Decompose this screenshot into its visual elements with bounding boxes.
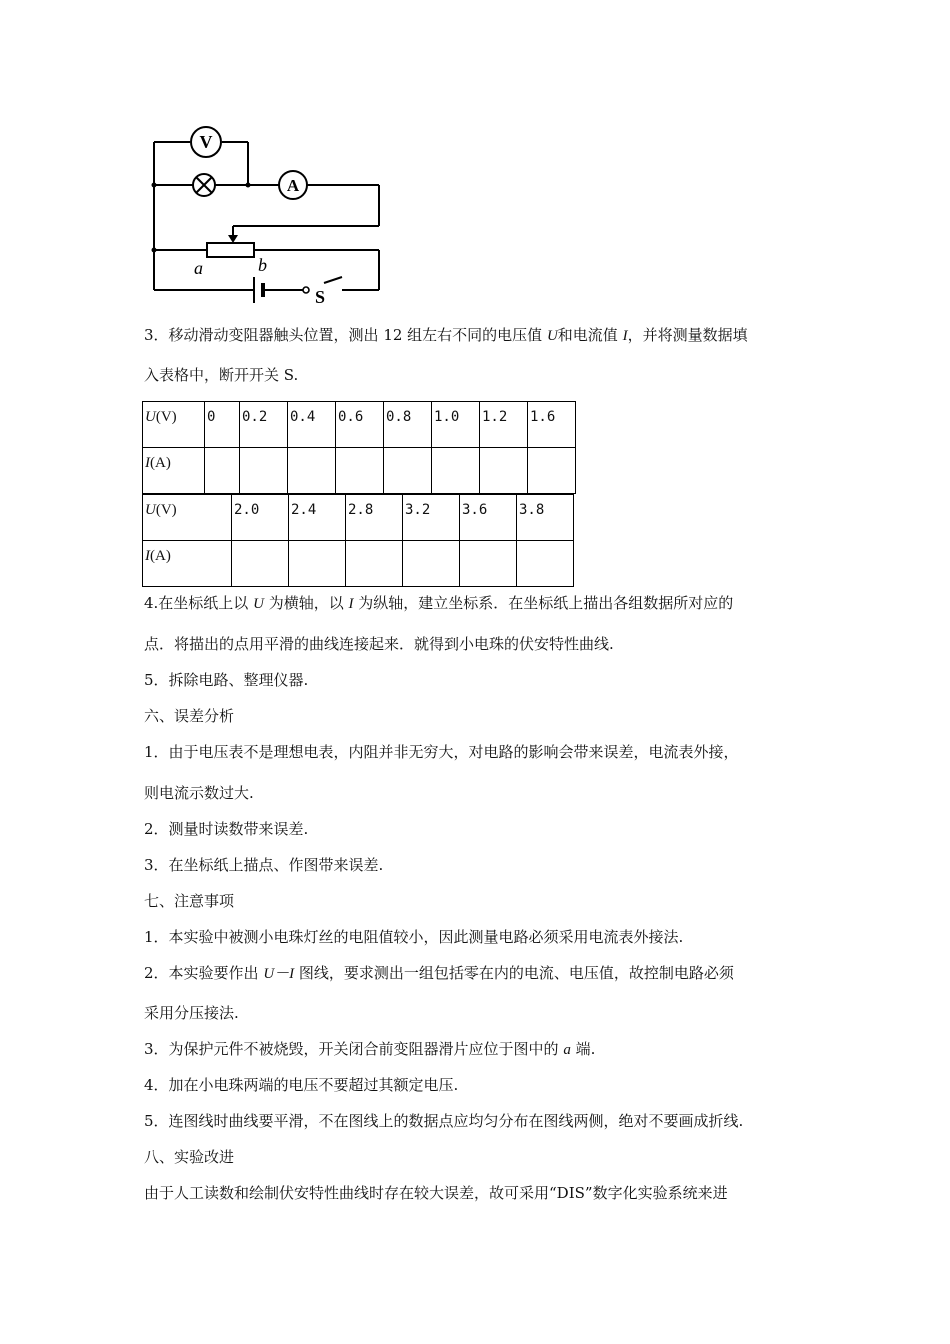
section6-item1-line2: 则电流示数过大. [144,784,254,802]
table-cell [460,541,517,587]
section7-heading: 七、注意事项 [144,892,235,910]
table-cell: 3.6 [460,495,517,541]
rheostat-end-b-label: b [258,255,267,275]
table-cell [480,448,528,494]
voltmeter-label: V [199,132,213,152]
table-cell: 3.2 [403,495,460,541]
data-table-2 [142,494,574,587]
table-row [143,495,574,541]
table-row [143,402,576,448]
section7-item2-line1: 2．本实验要作出 U－I 图线，要求测出一组包括零在内的电流、电压值，故控制电路必须 [144,964,734,982]
junction-dot [152,183,157,188]
table2-u-label: U(V) [143,495,232,541]
table-cell: 0.2 [240,402,288,448]
table-cell: 2.8 [346,495,403,541]
section8-heading: 八、实验改进 [144,1148,235,1166]
table-cell [205,448,240,494]
ammeter-label: A [286,176,300,195]
section6-item1-line1: 1．由于电压表不是理想电表，内阻并非无穷大，对电路的影响会带来误差，电流表外接， [144,743,739,761]
table-cell: 0.4 [288,402,336,448]
step5: 5．拆除电路、整理仪器. [144,671,309,689]
table-cell [232,541,289,587]
circuit-diagram [150,125,390,310]
table-cell: 3.8 [517,495,574,541]
section6-item3: 3．在坐标纸上描点、作图带来误差. [144,856,384,874]
table-cell: 1.0 [432,402,480,448]
table1-i-label: I(A) [143,448,205,494]
section7-item3: 3．为保护元件不被烧毁，开关闭合前变阻器滑片应位于图中的 a 端. [144,1040,596,1058]
table-cell [240,448,288,494]
table2-i-label: I(A) [143,541,232,587]
junction-dot [246,183,251,188]
section6-heading: 六、误差分析 [144,707,235,725]
table1-u-label: U(V) [143,402,205,448]
step4-line2: 点．将描出的点用平滑的曲线连接起来．就得到小电珠的伏安特性曲线. [144,635,614,653]
step3-line2: 入表格中，断开开关 S. [144,366,299,384]
table-cell [528,448,576,494]
step4-line1: 4.在坐标纸上以 U 为横轴，以 I 为纵轴，建立坐标系．在坐标纸上描出各组数据所对应的 [144,594,734,612]
table-cell [432,448,480,494]
slider-arrow [228,235,238,243]
step3-line1: 3．移动滑动变阻器触头位置，测出 12 组左右不同的电压值 U和电流值 I，并将测量数据填 [144,326,748,344]
table-row [143,541,574,587]
table-cell [289,541,346,587]
switch-contact [303,287,309,293]
table-cell: 0.8 [384,402,432,448]
section6-item2: 2．测量时读数带来误差. [144,820,309,838]
table-cell: 0 [205,402,240,448]
data-table-1 [142,401,576,494]
table-cell: 2.0 [232,495,289,541]
section7-item4: 4．加在小电珠两端的电压不要超过其额定电压. [144,1076,459,1094]
table-cell [288,448,336,494]
table-cell [517,541,574,587]
section7-item2-line2: 采用分压接法. [144,1004,239,1022]
rheostat-body [207,243,254,257]
table-cell [403,541,460,587]
junction-dot [152,248,157,253]
table-cell [384,448,432,494]
table-cell: 0.6 [336,402,384,448]
section8-line1: 由于人工读数和绘制伏安特性曲线时存在较大误差，故可采用“DIS”数字化实验系统来进 [144,1184,728,1202]
table-cell [336,448,384,494]
switch-label: S [315,287,326,307]
table-cell [346,541,403,587]
table-row [143,448,576,494]
switch-lever [324,277,342,283]
table-cell: 2.4 [289,495,346,541]
section7-item1: 1．本实验中被测小电珠灯丝的电阻值较小，因此测量电路必须采用电流表外接法. [144,928,684,946]
table-cell: 1.2 [480,402,528,448]
section7-item5: 5．连图线时曲线要平滑，不在图线上的数据点应均匀分布在图线两侧，绝对不要画成折线. [144,1112,744,1130]
rheostat-end-a-label: a [194,258,203,278]
table-cell: 1.6 [528,402,576,448]
